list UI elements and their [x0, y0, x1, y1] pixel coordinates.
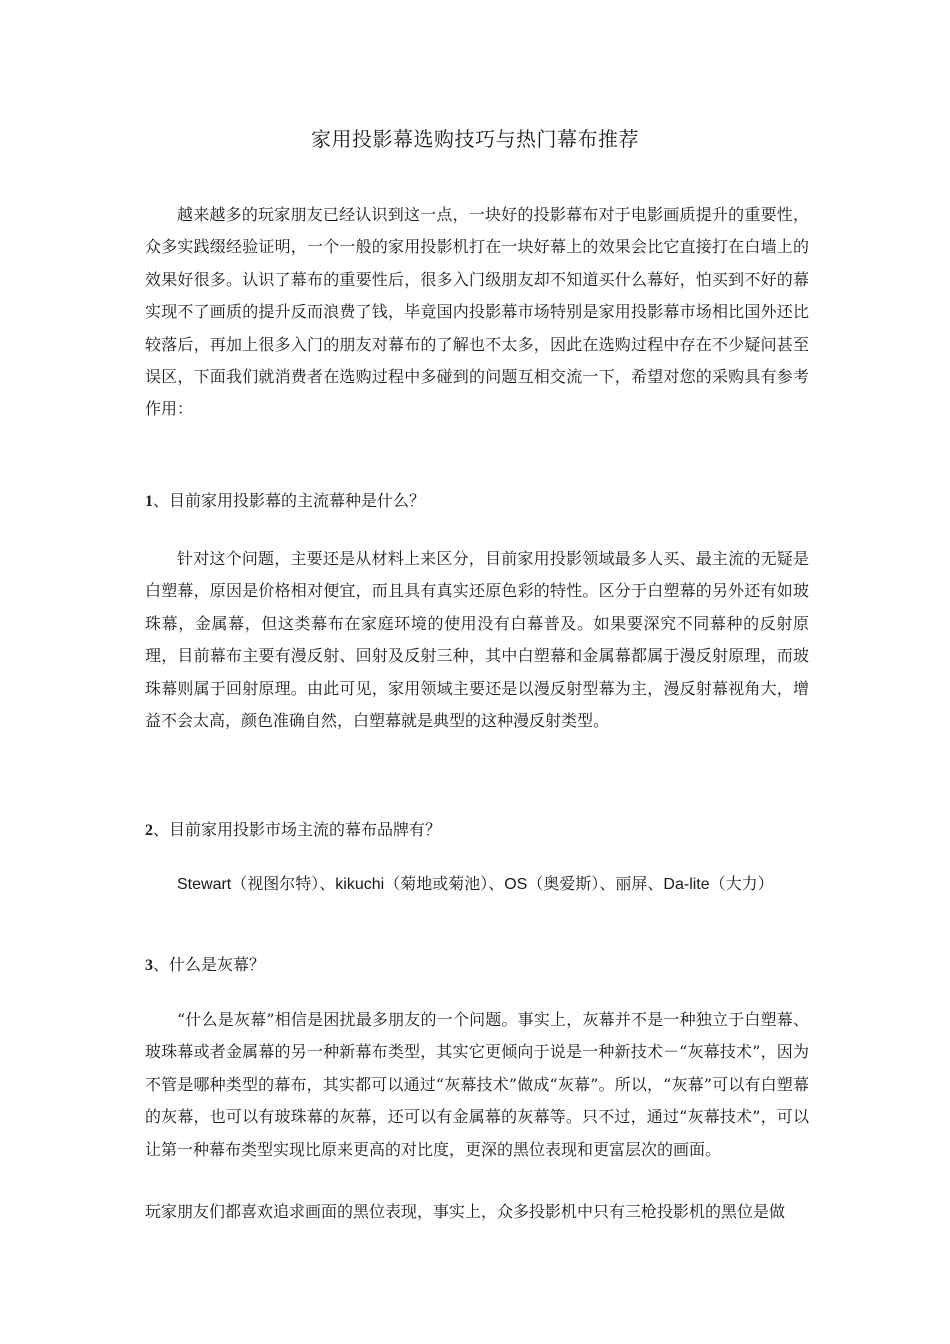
intro-paragraph: 越来越多的玩家朋友已经认识到这一点，一块好的投影幕布对于电影画质提升的重要性，众多实践缀经验证明，一个一般的家用投影机打在一块好幕上的效果会比它直接打在白墙上的效果好很多。认识了幕布的重要性后，很多入门级朋友却不知道买什么幕好，怕买到不好的幕实现不了画质的提升反而浪费了钱，毕竟国内投影幕市场特别是家用投影幕市场相比国外还比较落后，再加上很多入门的朋友对幕布的了解也不太多，因此在选购过程中存在不少疑问甚至误区，下面我们就消费者在选购过程中多碰到的问题互相交流一下，希望对您的采购具有参考作用：: [145, 205, 809, 419]
section-3-paragraph: “什么是灰幕”相信是困扰最多朋友的一个问题。事实上，灰幕并不是一种独立于白塑幕、玻珠幕或者金属幕的另一种新幕布类型，其实它更倾向于说是一种新技术－“灰幕技术”，因为不管是哪种类型的幕布，其实都可以通过“灰幕技术”做成“灰幕”。所以，“灰幕”可以有白塑幕的灰幕，也可以有玻珠幕的灰幕，还可以有金属幕的灰幕等。只不过，通过“灰幕技术”，可以让第一种幕布类型实现比原来更高的对比度，更深的黑位表现和更富层次的画面。: [145, 1010, 809, 1159]
section-2-heading: [145, 818, 809, 843]
brand-separator: 、: [599, 874, 616, 893]
document-title: 家用投影幕选购技巧与热门幕布推荐: [311, 127, 639, 151]
brand-separator: 、: [319, 874, 336, 893]
section-2-heading-text: 、目前家用投影市场主流的幕布品牌有？: [153, 820, 442, 839]
brand-2-cn: （菊地或菊池）: [384, 874, 489, 893]
brand-separator: 、: [488, 874, 505, 893]
section-1-number: 1: [145, 493, 153, 510]
section-3-heading-text: 、什么是灰幕？: [153, 955, 266, 974]
section-2-number: 2: [145, 822, 153, 839]
section-3-heading: [145, 953, 809, 978]
section-1-heading-text: 、目前家用投影幕的主流幕种是什么？: [153, 491, 426, 510]
brand-list: [177, 872, 817, 897]
brand-5-cn: （大力）: [709, 874, 774, 893]
section-3-paragraph-2: 玩家朋友们都喜欢追求画面的黑位表现，事实上，众多投影机中只有三枪投影机的黑位是做: [145, 1202, 786, 1221]
brand-4-cn: 丽屏: [615, 874, 648, 893]
brand-3-latin: OS: [504, 876, 528, 893]
brand-2-latin: kikuchi: [335, 876, 385, 893]
brand-1-latin: Stewart: [177, 876, 232, 893]
section-1-paragraph: 针对这个问题，主要还是从材料上来区分，目前家用投影领域最多人买、最主流的无疑是白塑幕，原因是价格相对便宜，而且具有真实还原色彩的特性。区分于白塑幕的另外还有如玻珠幕，金属幕，但这类幕布在家庭环境的使用没有白幕普及。如果要深究不同幕种的反射原理，目前幕布主要有漫反射、回射及反射三种，其中白塑幕和金属幕都属于漫反射原理，而玻珠幕则属于回射原理。由此可见，家用领域主要还是以漫反射型幕为主，漫反射幕视角大，增益不会太高，颜色准确自然，白塑幕就是典型的这种漫反射类型。: [145, 549, 809, 731]
brand-1-cn: （视图尔特）: [231, 874, 320, 893]
section-1-heading: [145, 489, 809, 514]
brand-separator: 、: [647, 874, 664, 893]
brand-3-cn: （奥爱斯）: [527, 874, 600, 893]
brand-5-latin: Da-lite: [663, 876, 710, 893]
section-3-number: 3: [145, 957, 153, 974]
